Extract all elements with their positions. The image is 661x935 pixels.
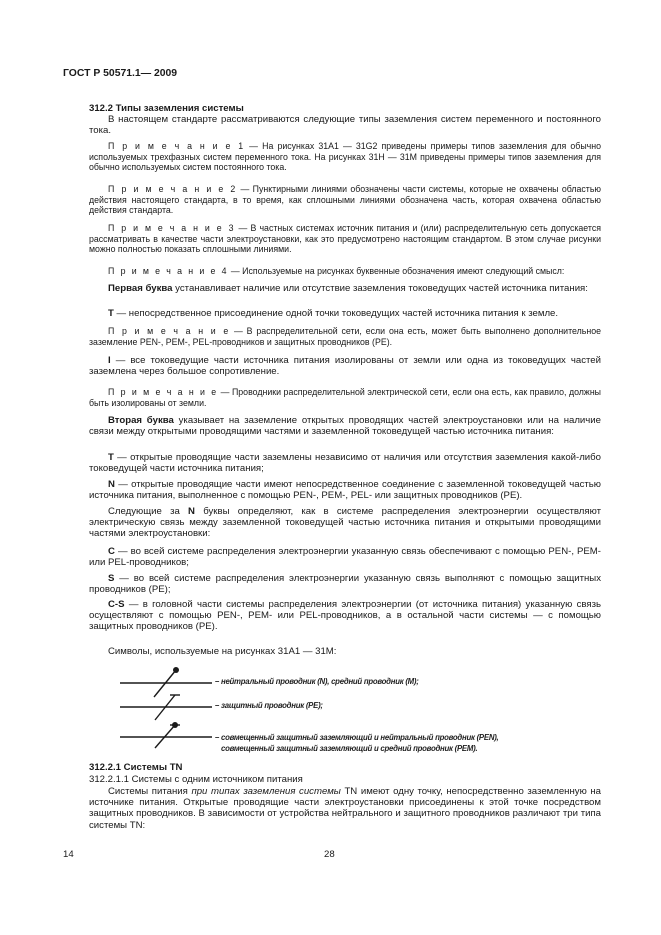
legend-neutral: – нейтральный проводник (N), средний проводник (M); [215,677,419,686]
first-letter-definition: Первая буква устанавливает наличие или отсутствие заземления токоведущих частей источника питания: [108,283,588,294]
section-heading: 312.2 Типы заземления системы [89,103,244,114]
letter-s: S — во всей системе распределения электроэнергии указанную связь выполняют с помощью защитных проводников (PE); [89,573,601,596]
symbols-intro: Символы, используемые на рисунках 31А1 — 31М: [108,646,337,657]
pen-note: П р и м е ч а н и е — В распределительной сети, если она есть, может быть выполнено дополнительное заземление PEN-, PEM-, PEL-проводников и защитных проводников (PE). [89,326,601,347]
footer-page-number: 14 [63,849,74,860]
letter-c: C — во всей системе распределения электроэнергии указанную связь обеспечивают с помощью PEN-, PEM- или PEL-проводников; [89,546,601,569]
legend-combined-2: совмещенный защитный заземляющий и средний проводник (PEM). [221,744,478,753]
letter-cs: C-S — в головной части системы распределения электроэнергии (от источника питания) указанную связь осуществляют с помощью PEN-, PEM- или PEL-проводников, а в остальной части системы — с помощью защитных проводников (PE). [89,599,601,633]
it-note: П р и м е ч а н и е — Проводники распределительной электрической сети, если она есть, как правило, должны быть изолированы от земли. [89,387,602,408]
note-3: П р и м е ч а н и е 3 — В частных системах источник питания и (или) распределительную сеть допускается рассматривать в качестве части электроустановки, как это предусмотрено настоящим стандартом. В этом случае рисунки можно полностью показать сплошными линиями. [89,223,601,255]
section-intro: В настоящем стандарте рассматриваются следующие типы заземления систем переменного и постоянного тока. [89,114,601,137]
note-4: П р и м е ч а н и е 4 — Используемые на рисунках буквенные обозначения имеют следующий смысл: [108,266,565,276]
legend-protective: – защитный проводник (PE); [215,701,323,710]
second-letter-definition: Вторая буква указывает на заземление открытых проводящих частей электроустановки или на наличие связи между открытыми проводящими частями и заземленной токоведущей частью источника питания: [89,415,601,438]
pen-conductor-dot [172,722,178,728]
first-letter-t: Т — непосредственное присоединение одной точки токоведущих частей источника питания к земле. [108,308,559,319]
footer-sheet-number: 28 [324,849,335,860]
neutral-conductor-dot [173,667,179,673]
conductor-symbols-diagram [118,662,214,750]
second-letter-t: Т — открытые проводящие части заземлены независимо от наличия или отсутствия заземления какой-либо токоведущей части источника питания; [89,452,601,475]
document-header: ГОСТ Р 50571.1— 2009 [63,68,178,79]
legend-combined-1: – совмещенный защитный заземляющий и нейтральный проводник (PEN), [215,733,499,742]
note-1: П р и м е ч а н и е 1 — На рисунках 31А1 — 31G2 приведены примеры типов заземления для обычно используемых трехфазных систем переменного тока. На рисунках 31Н — 31М приведены примеры типов заземления для обычно используемых систем постоянного тока. [89,141,601,173]
tn-paragraph: Системы питания при типах заземления системы TN имеют одну точку, непосредственно заземленную на источнике питания. Открытые проводящие части электроустановки присоединены к этой точке посредством защитных проводников. В зависимости от устройства нейтрального и защитного проводников различают три типа системы TN: [89,786,602,831]
note-2: П р и м е ч а н и е 2 — Пунктирными линиями обозначены части системы, которые не охвачены областью действия настоящего стандарта, в то время, как сплошными линиями обозначена часть, которая охвачена областью действия стандарта. [89,184,601,216]
first-letter-i: I — все токоведущие части источника питания изолированы от земли или одна из токоведущих частей заземлена через большое сопротивление. [89,355,601,378]
following-letters: Следующие за N буквы определяют, как в системе распределения электроэнергии осуществляют электрическую связь между заземленной токоведущей частью источника питания и открытыми проводящими частями электроустановки: [89,506,601,540]
tn-subheading: 312.2.1.1 Системы с одним источником питания [89,774,303,785]
second-letter-n: N — открытые проводящие части имеют непосредственное соединение с заземленной токоведущей частью источника питания, выполненное с помощью PEN-, PEM-, PEL- или защитных проводников (PE). [89,479,601,502]
tn-heading: 312.2.1 Системы TN [89,762,183,773]
